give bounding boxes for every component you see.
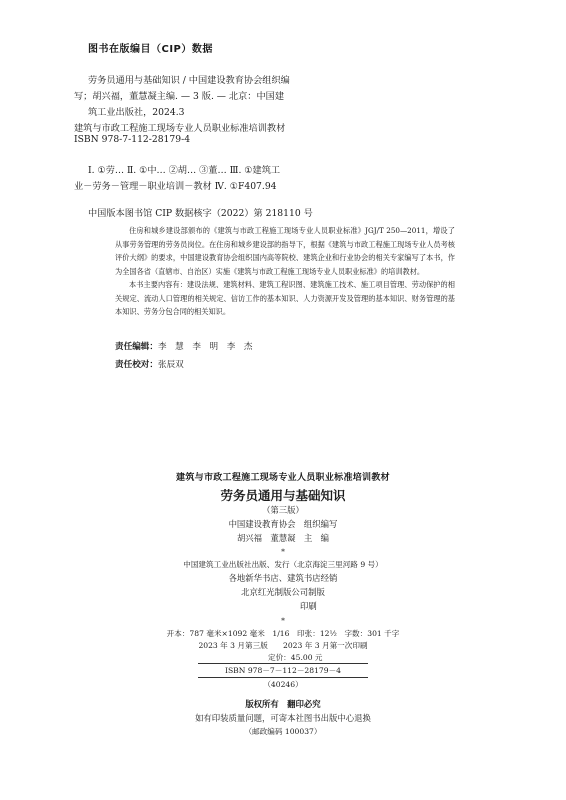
cip-heading: 图书在版编目（CIP）数据 bbox=[88, 44, 213, 55]
proof-label: 责任校对： bbox=[115, 360, 158, 370]
book-title: 劳务员通用与基础知识 bbox=[220, 488, 346, 503]
separator-star: * bbox=[281, 616, 285, 625]
edition-label: （第三版） bbox=[262, 505, 304, 515]
return-notice: 如有印装质量问题，可寄本社图书出版中心退换 bbox=[195, 713, 371, 723]
organizer-line: 中国建设教育协会 组织编写 bbox=[228, 519, 338, 529]
intro-paragraph: 住房和城乡建设部颁布的《建筑与市政工程施工现场专业人员职业标准》JGJ/T 250—2011，增设了从事劳务管理的劳务员岗位。在住房和城乡建设部的指导下，根据《建筑与市政工程施工现场专业人员考核评价大纲》的要求，中国建设教育协会组织国内高等院校、建筑企业和行业协会的相关专家编写了本书，作为全国各省（直辖市、自治区）实施《建筑与市政工程施工现场专业人员职业标准》的培训教材。 bbox=[115, 226, 455, 276]
cip-line: 筑工业出版社，2024.3 bbox=[88, 107, 185, 118]
price-line: 定价：45.00 元 bbox=[268, 653, 323, 662]
book-code: （40246） bbox=[263, 680, 303, 689]
cip-isbn: ISBN 978-7-112-28179-4 bbox=[74, 134, 191, 145]
divider-rule bbox=[198, 677, 368, 678]
proof-name: 张辰双 bbox=[157, 360, 184, 370]
author-line: 胡兴福 董慧凝 主 编 bbox=[236, 533, 330, 543]
postcode-line: （邮政编码 100037） bbox=[244, 727, 322, 736]
edition-dates: 2023 年 3 月第三版 2023 年 3 月第一次印刷 bbox=[198, 641, 368, 650]
separator-star: * bbox=[281, 547, 285, 556]
rights-notice: 版权所有 翻印必究 bbox=[245, 699, 321, 709]
cip-line: 写；胡兴福，董慧凝主编. — 3 版. — 北京：中国建 bbox=[74, 91, 285, 102]
cip-subject-line: 业－劳务－管理－职业培训－教材 Ⅳ. ①F407.94 bbox=[74, 181, 277, 192]
editor-label: 责任编辑： bbox=[115, 342, 158, 352]
printer-line: 印刷 bbox=[300, 601, 317, 611]
isbn-line: ISBN 978－7－112－28179－4 bbox=[224, 666, 342, 675]
divider-rule bbox=[198, 663, 368, 664]
cip-line: 劳务员通用与基础知识 / 中国建设教育协会组织编 bbox=[88, 75, 290, 86]
cip-subject-line: Ⅰ. ①劳… Ⅱ. ①中… ②胡… ③董… Ⅲ. ①建筑工 bbox=[88, 165, 281, 176]
distributor-line: 各地新华书店、建筑书店经销 bbox=[228, 573, 338, 583]
format-line: 开本：787 毫米×1092 毫米 1/16 印张：12½ 字数：301 千字 bbox=[166, 629, 400, 638]
typesetter-line: 北京红光制版公司制版 bbox=[241, 587, 325, 597]
editor-names: 李 慧 李 明 李 杰 bbox=[157, 342, 253, 352]
publisher-line: 中国建筑工业出版社出版、发行（北京海淀三里河路 9 号） bbox=[183, 560, 383, 569]
cip-line: 建筑与市政工程施工现场专业人员职业标准培训教材 bbox=[74, 123, 286, 134]
responsible-editor bbox=[115, 340, 253, 352]
responsible-proofreader bbox=[115, 358, 184, 370]
intro-paragraph: 本书主要内容有：建设法规、建筑材料、建筑工程识图、建筑施工技术、施工项目管理、劳动保护的相关规定、流动人口管理的相关规定、信访工作的基本知识、人力资源开发及管理的基本知识、财务管理的基本知识、劳务分包合同的相关知识。 bbox=[115, 280, 455, 317]
cip-library-number: 中国版本图书馆 CIP 数据核字（2022）第 218110 号 bbox=[88, 208, 313, 219]
series-title: 建筑与市政工程施工现场专业人员职业标准培训教材 bbox=[176, 473, 390, 483]
